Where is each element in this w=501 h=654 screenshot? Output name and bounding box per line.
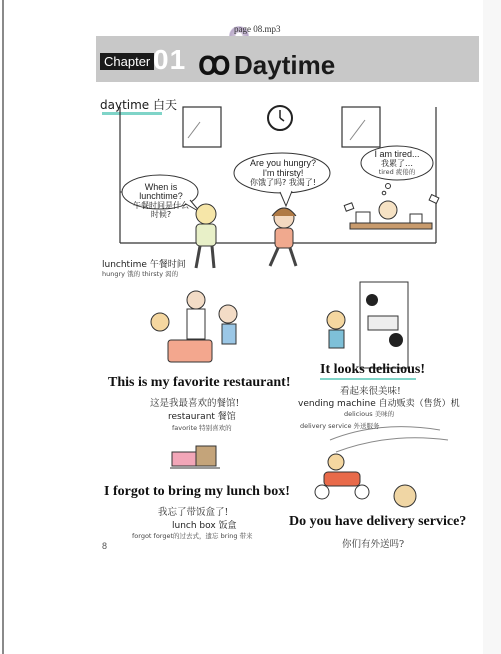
lunch-container [196,446,216,466]
sentence-delivery: Do you have delivery service? [289,514,467,529]
vocab-forgot-bring: forgot forget的过去式，遗忘 bring 带来 [132,532,253,540]
window-glare [188,122,200,138]
vocab-restaurant: restaurant 餐馆 [168,412,236,422]
chapter-number: 01 [153,44,187,75]
flying-paper [344,203,354,211]
window-glare [350,120,365,140]
vocab-lunchtime: lunchtime 午餐时间 [102,260,186,270]
translation-restaurant: 这是我最喜欢的餐馆! [150,398,240,409]
bubble-text: 时候? [150,210,172,219]
sentence-lunchbox: I forgot to bring my lunch box! [104,484,290,499]
chapter-word: Chapter [100,53,154,70]
vocab-vending-machine: vending machine 自动贩卖（售货）机 [298,399,460,409]
cow-spot [366,294,378,306]
boy-body [329,330,344,348]
page-title: Daytime [234,50,336,80]
waiter-head [187,291,205,309]
lunch-box [172,452,198,466]
vocab-delivery-service: delivery service 外送服务 [300,422,380,430]
flying-paper [429,195,439,204]
bubble-text: When is lunchtime? [139,182,183,201]
speech-bubble-tail [280,191,292,206]
desk [350,223,432,229]
sentence-delicious: It looks delicious! [320,362,426,377]
translation-lunchbox: 我忘了带饭盒了! [158,507,229,518]
vending-window [368,316,398,330]
section-heading: daytime 白天 [100,98,177,112]
paper-stack [356,212,370,223]
speed-line [336,438,448,452]
paper-stack [410,214,422,223]
audio-label[interactable]: page 08.mp3 [234,24,281,34]
bubble-text: I'm thirsty! [262,168,304,178]
diner-head [219,305,237,323]
boy-head [327,311,345,329]
thought-dot [386,184,391,189]
diner-body [222,324,236,344]
bubble-text: tired 疲倦的 [378,168,416,176]
food-plate [394,485,416,507]
page-number: 8 [102,541,108,551]
bubble-text: 我累了… [381,159,413,168]
man-body [196,224,216,246]
bubble-text: I am tired... [374,149,420,159]
man-leg [212,246,214,268]
vocab-favorite: favorite 特别喜欢的 [172,424,232,432]
bubble-hungry [238,158,328,188]
waiter-body [187,309,205,339]
translation-delivery: 你们有外送吗? [342,539,405,550]
rider-head [328,454,344,470]
bubble-text: 午餐时间是什么 [133,201,189,210]
window-icon [342,107,380,147]
window-icon [183,107,221,147]
girl-body [275,228,293,248]
restaurant-table [168,340,212,362]
sentence-restaurant: This is my favorite restaurant! [108,375,291,390]
bubble-tired [364,150,430,177]
wheel [355,485,369,499]
thought-dot [382,191,386,195]
girl-leg [270,248,278,266]
girl-leg [290,248,296,266]
man-head [196,204,216,224]
girl-hair [272,208,296,216]
vocab-lunch-box: lunch box 饭盒 [172,521,237,531]
scooter-body [324,472,360,486]
worker-head [379,201,397,219]
man-leg [196,246,200,268]
bubble-lunchtime [124,183,198,219]
sentence-underline [320,378,416,380]
cow-spot [389,333,403,347]
vocab-hungry-thirsty: hungry 饿的 thirsty 渴的 [102,270,179,278]
wheel [315,485,329,499]
chapter-bracket-icon: ꝏ [198,45,231,81]
bubble-text: 你饿了吗? 我渴了! [250,178,316,187]
bubble-text: Are you hungry? [249,158,317,168]
translation-delicious: 看起来很美味! [340,386,401,397]
diner-head [151,313,169,331]
vocab-delicious: delicious 美味的 [344,410,395,418]
